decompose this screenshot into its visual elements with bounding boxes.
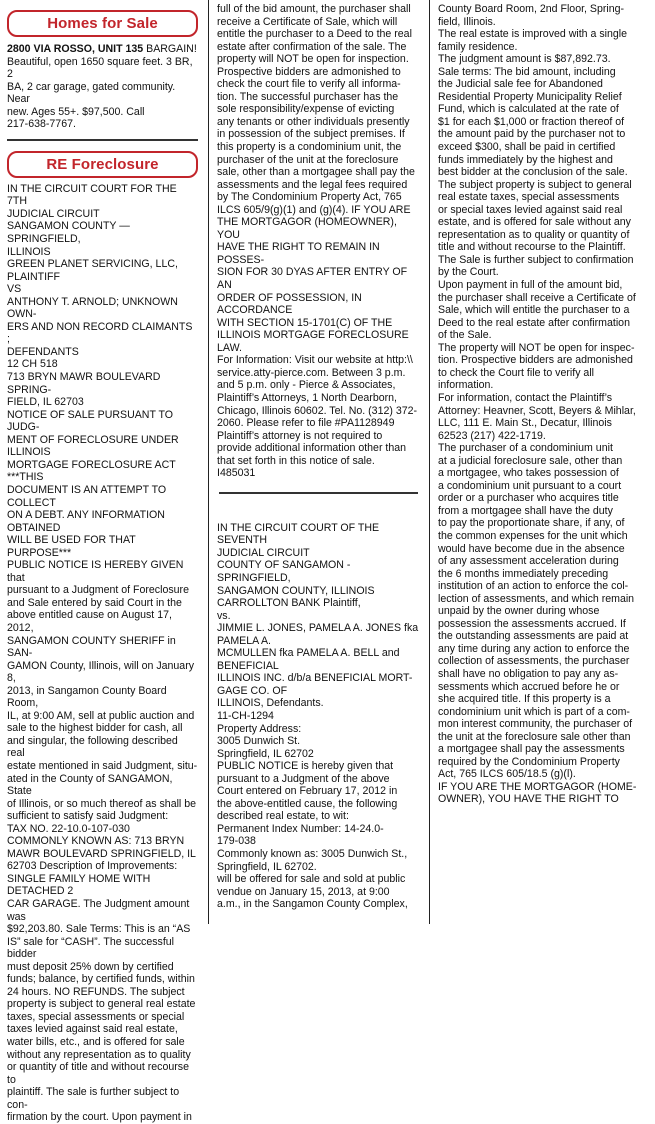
column-3 bbox=[438, 0, 650, 924]
re-foreclosure-heading bbox=[7, 151, 198, 178]
notice-divider bbox=[219, 492, 418, 494]
homes-listing bbox=[7, 43, 198, 131]
section-divider bbox=[7, 139, 198, 141]
foreclosure-notice-jones-continued: County Board Room, 2nd Floor, Spring- field, Illinois. The real estate is improved with a single family residence. The judgment amount is $87,892.73. Sale terms: The bid amount, including the Judicial sale fee for Abandoned Residential Property Municipality Relief Fund, which is calculated at the rate of $1 for each $1,000 or fraction thereof of the amount paid by the purchaser not to exceed $300, shall be paid in certified funds immediately by the highest and best bidder at the conclusion of the sale. The subject property is subject to general real estate taxes, special assessments or special taxes levied against said real estate, and is offered for sale without any representation as to quality or quantity of title and without recourse to the Plaintiff. The Sale is further subject to confirmation by the Court. Upon payment in full of the amount bid, the purchaser shall receive a Certificate of Sale, which will entitle the purchaser to a Deed to the real estate after confirmation of the Sale. The property will NOT be open for inspec- tion. Prospective bidders are admonished to check the Court file to verify all information. For information, contact the Plaintiff’s Attorney: Heavner, Scott, Beyers & Mihlar, LLC, 111 E. Main St., Decatur, Illinois 62523 (217) 422-1719. The purchaser of a condominium unit at a judicial foreclosure sale, other than a mortgagee, who takes possession of a condominium unit pursuant to a court order or a purchaser who acquires title from a mortgagee shall have the duty to pay the proportionate share, if any, of the common expenses for the unit which would have become due in the absence of any assessment acceleration during the 6 months immediately preceding institution of an action to enforce the col- lection of assessments, and which remain unpaid by the owner during whose possession the assessments accrued. If the outstanding assessments are paid at any time during any action to enforce the collection of assessments, the purchaser shall have no obligation to pay any as- sessments which accrued before he or she acquired title. If this property is a condominium unit which is part of a com- mon interest community, the purchaser of the unit at the foreclosure sale other than a mortgagee shall pay the assessments required by the Condominium Property Act, 765 ILCS 605/18.5 (g)(l). IF YOU ARE THE MORTGAGOR (HOME- OWNER), YOU HAVE THE RIGHT TO bbox=[438, 3, 637, 806]
homes-for-sale-heading-text: Homes for Sale bbox=[47, 15, 158, 32]
homes-for-sale-heading bbox=[7, 10, 198, 37]
column-rule-right bbox=[429, 0, 430, 924]
foreclosure-notice-arnold: IN THE CIRCUIT COURT FOR THE 7TH JUDICIAL CIRCUIT SANGAMON COUNTY — SPRINGFIELD, ILLINOIS GREEN PLANET SERVICING, LLC, PLAINTIFF VS ANTHONY T. ARNOLD; UNKNOWN OWN- ERS AND NON RECORD CLAIMANTS ; DEFENDANTS 12 CH 518 713 BRYN MAWR BOULEVARD SPRING- FIELD, IL 62703 NOTICE OF SALE PURSUANT TO JUDG- MENT OF FORECLOSURE UNDER ILLINOIS MORTGAGE FORECLOSURE ACT ***THIS DOCUMENT IS AN ATTEMPT TO COLLECT ON A DEBT. ANY INFORMATION OBTAINED WILL BE USED FOR THAT PURPOSE*** PUBLIC NOTICE IS HEREBY GIVEN that pursuant to a Judgment of Foreclosure and Sale entered by said Court in the above entitled cause on August 17, 2012, SANGAMON COUNTY SHERIFF in SAN- GAMON County, Illinois, will on January 8, 2013, in Sangamon County Board Room, IL, at 9:00 AM, sell at public auction and sale to the highest bidder for cash, all and singular, the following described real estate mentioned in said Judgment, situ- ated in the County of SANGAMON, State of Illinois, or so much thereof as shall be sufficient to satisfy said Judgment: TAX NO. 22-10.0-107-030 COMMONLY KNOWN AS: 713 BRYN MAWR BOULEVARD SPRINGFIELD, IL 62703 Description of Improvements: SINGLE FAMILY HOME WITH DETACHED 2 CAR GARAGE. The Judgment amount was $92,203.80. Sale Terms: This is an “AS IS” sale for “CASH”. The successful bidder must deposit 25% down by certified funds; balance, by certified funds, within 24 hours. NO REFUNDS. The subject property is subject to general real estate taxes, special assessments or special taxes levied against said real estate, water bills, etc., and is offered for sale without any representation as to quality or quantity of title and without recourse to plaintiff. The sale is further subject to con- firmation by the court. Upon payment in bbox=[7, 182, 198, 1124]
foreclosure-notice-jones: IN THE CIRCUIT COURT OF THE SEVENTH JUDICIAL CIRCUIT COUNTY OF SANGAMON - SPRINGFIELD, SANGAMON COUNTY, ILLINOIS CARROLLTON BANK Plaintiff, vs. JIMMIE L. JONES, PAMELA A. JONES fka PAMELA A. MCMULLEN fka PAMELA A. BELL and BENEFICIAL ILLINOIS INC. d/b/a BENEFICIAL MORT- GAGE CO. OF ILLINOIS, Defendants. 11-CH-1294 Property Address: 3005 Dunwich St. Springfield, IL 62702 PUBLIC NOTICE is hereby given that pursuant to a Judgment of the above Court entered on February 17, 2012 in the above-entitled cause, the following described real estate, to wit: Permanent Index Number: 14-24.0- 179-038 Commonly known as: 3005 Dunwich St., Springfield, IL 62702. will be offered for sale and sold at public vendue on January 15, 2013, at 9:00 a.m., in the Sangamon County Complex, bbox=[217, 521, 419, 911]
column-1 bbox=[7, 0, 198, 1124]
column-2 bbox=[216, 0, 421, 924]
foreclosure-notice-arnold-continued: full of the bid amount, the purchaser shall receive a Certificate of Sale, which will entitle the purchaser to a Deed to the real estate after confirmation of the sale. The property will NOT be open for inspection. Prospective bidders are admonished to check the court file to verify all informa- tion. The successful purchaser has the sole responsibility/expense of evicting any tenants or other individuals presently in possession of the subject premises. If this property is a condominium unit, the purchaser of the unit at the foreclosure sale, other than a mortgagee shall pay the assessments and the legal fees required by The Condominium Property Act, 765 ILCS 605/9(g)(1) and (g)(4). IF YOU ARE THE MORTGAGOR (HOMEOWNER), YOU HAVE THE RIGHT TO REMAIN IN POSSES- SION FOR 30 DYAS AFTER ENTRY OF AN ORDER OF POSSESSION, IN ACCORDANCE WITH SECTION 15-1701(C) OF THE ILLINOIS MORTGAGE FORECLOSURE LAW. For Information: Visit our website at http:\\ service.atty-pierce.com. Between 3 p.m. and 5 p.m. only - Pierce & Associates, Plaintiff’s Attorneys, 1 North Dearborn, Chicago, Illinois 60602. Tel. No. (312) 372- 2060. Please refer to file #PA1128949 Plaintiff’s attorney is not required to provide additional information other than that set forth in this notice of sale. I485031 bbox=[217, 3, 418, 480]
homes-listing-address: 2800 VIA ROSSO, UNIT 135 bbox=[7, 43, 144, 55]
homes-listing-text: BARGAIN! Beautiful, open 1650 square feet. 3 BR, 2 BA, 2 car garage, gated community. Near new. Ages 55+. $97,500. Call 217-638-7767. bbox=[7, 43, 197, 131]
re-foreclosure-heading-text: RE Foreclosure bbox=[46, 155, 159, 173]
column-rule-left bbox=[208, 0, 209, 924]
